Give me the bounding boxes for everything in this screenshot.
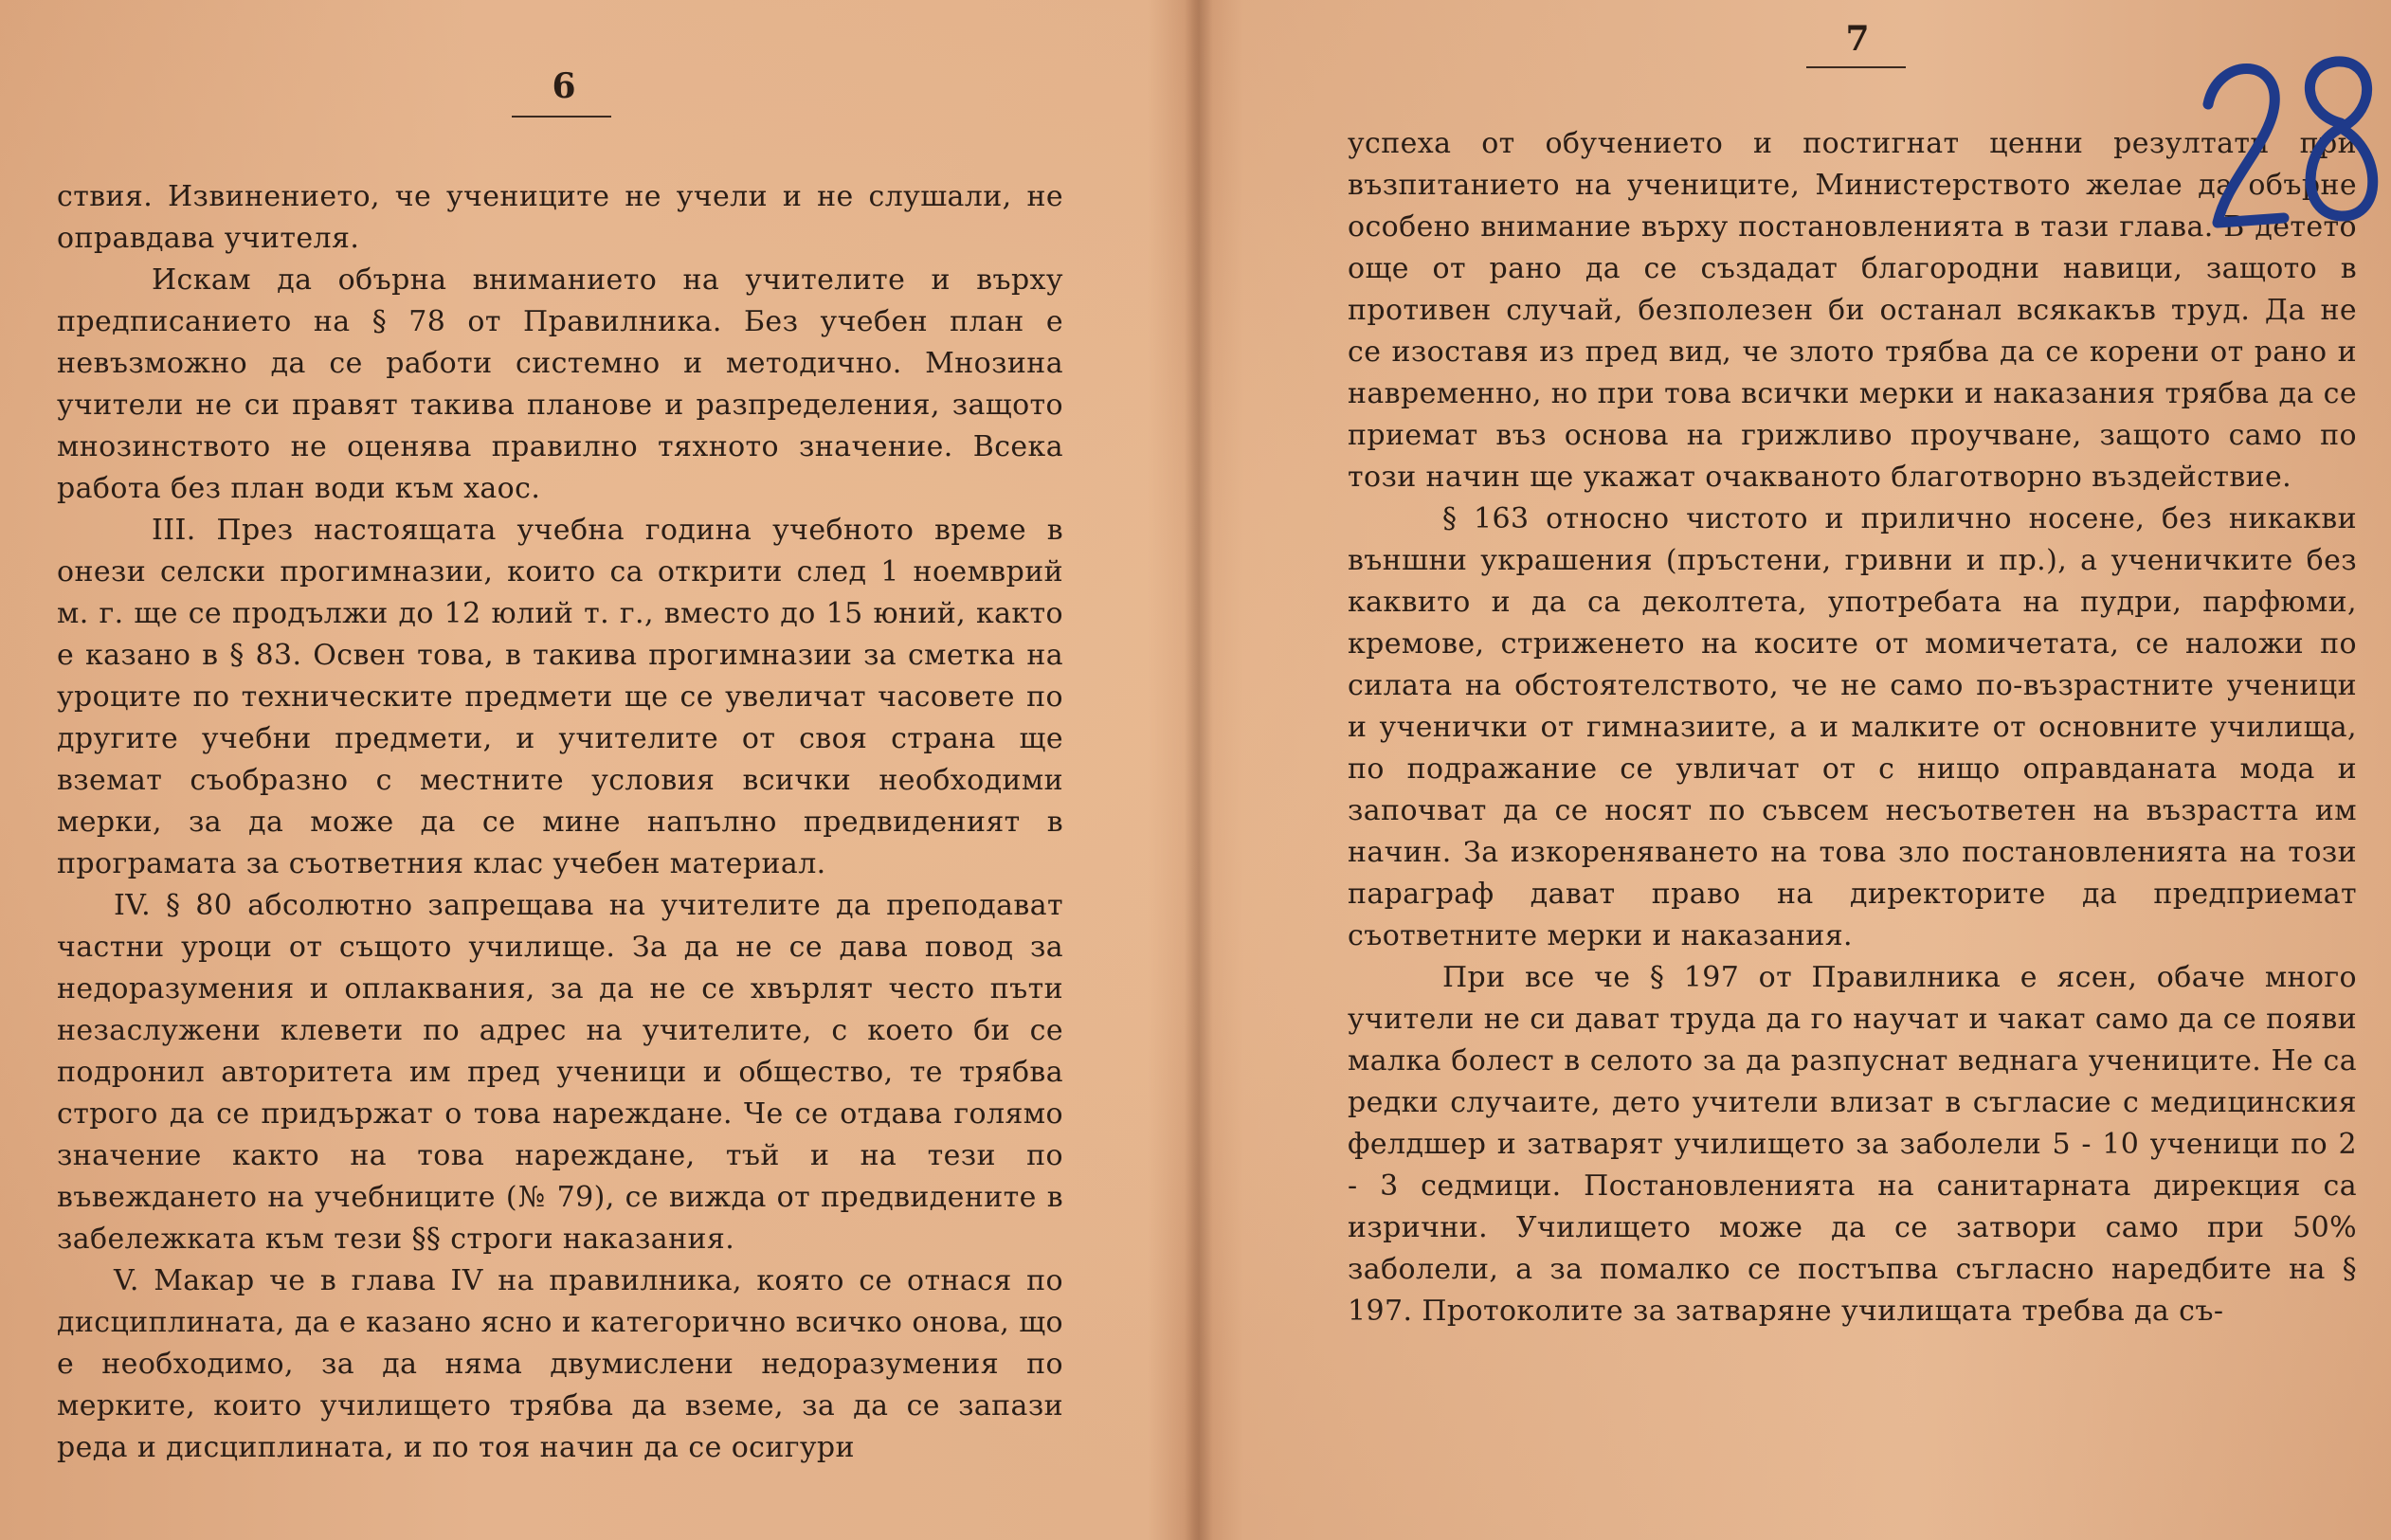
left-page-rule [512, 116, 611, 118]
left-paragraph-3: III. През настоящата учебна година учебното време в онези селски прогимназии, които са открити след 1 ноемврий м. г. ще се продължи до 12 юлий т. г., вместо до 15 юний, както е казано в § 83. Освен това, в такива прогимназии за сметка на уроците по техническите предмети ще се увеличат часовете по другите учебни предмети, и учителите от своя страна ще вземат съобразно с местните условия всички необходими мерки, за да може да се мине напълно предвиденият в програмата за съответния клас учебен материал. [57, 514, 1063, 880]
handwritten-page-mark [2189, 38, 2388, 237]
right-paragraph-1: успеха от обучението и постигнат ценни резултати при възпитанието на учениците, Министерството желае да обърне особено внимание върху постановленията в тази глава. В детето още от рано да се създадат благородни навици, защото в противен случай, безполезен би останал всякакъв труд. Да не се изоставя из пред вид, че злото трябва да се корени от рано и навременно, но при това всички мерки и наказания трябва да се приемат въз основа на грижливо проучване, защото само по този начин ще укажат очакваното благотворно въздействие. [1348, 127, 2357, 494]
left-paragraph-4: IV. § 80 абсолютно запрещава на учителите да преподават частни уроци от същото училище. За да не се дава повод за недоразумения и оплаквания, за да не се хвърлят често пъти незаслужени клевети по адрес на учителите, с което би се подронил авторитета им пред ученици и общество, те трябва строго да се придържат о това нареждане. Че се отдава голямо значение както на това нареждане, тъй и на тези по въвеждането на учебниците (№ 79), се вижда от предвидените в забележката към тези §§ строги наказания. [57, 889, 1063, 1256]
right-paragraph-2: § 163 относно чистото и прилично носене, без никакви външни украшения (пръстени, гривни и пр.), а ученичките без каквито и да са деколтета, употребата на пудри, парфюми, кремове, стриженето на косите от момичетата, се наложи по силата на обстоятелството, че не само по-възрастните ученици и ученички от гимназиите, а и малките от основните училища, по подражание се увличат от с нищо оправданата мода и започват да се носят по съвсем несъответен на възрастта им начин. За изкореняването на това зло постановленията на този параграф дават право на директорите да предприемат съответните мерки и наказания. [1348, 502, 2357, 952]
book-gutter [1185, 0, 1213, 1540]
left-page-text [57, 176, 1063, 1469]
left-paragraph-2: Искам да обърна вниманието на учителите и върху предписанието на § 78 от Правилника. Без учебен план е невъзможно да се работи системно и методично. Мнозина учители не си правят такива планове и разпределения, защото мнозинството не оценява правилно тяхното значение. Всека работа без план води към хаос. [57, 263, 1063, 505]
left-page-number: 6 [552, 66, 576, 106]
right-page-number: 7 [1845, 19, 1870, 59]
left-paragraph-1: ствия. Извинението, че учениците не учели и не слушали, не оправдава учителя. [57, 180, 1063, 255]
left-paragraph-5: V. Макар че в глава IV на правилника, която се отнася по дисциплината, да е казано ясно и категорично всичко онова, що е необходимо, за да няма двумислени недоразумения по мерките, които училището трябва да вземе, за да се запази реда и дисциплината, и по тоя начин да се осигури [57, 1264, 1063, 1464]
right-page-rule [1806, 66, 1906, 68]
right-paragraph-3: При все че § 197 от Правилника е ясен, обаче много учители не си дават труда да го научат и чакат само да се появи малка болест в селото за да разпуснат веднага учениците. Не са редки случаите, дето учители влизат в съгласие с медицинския фелдшер и затварят училището за заболели 5 - 10 ученици по 2 - 3 седмици. Постановленията на санитарната дирекция са изрични. Училището може да се затвори само при 50% заболели, а за помалко се постъпва съгласно наредбите на § 197. Протоколите за затваряне училищата требва да съ- [1348, 961, 2357, 1328]
right-page-text [1348, 123, 2357, 1332]
